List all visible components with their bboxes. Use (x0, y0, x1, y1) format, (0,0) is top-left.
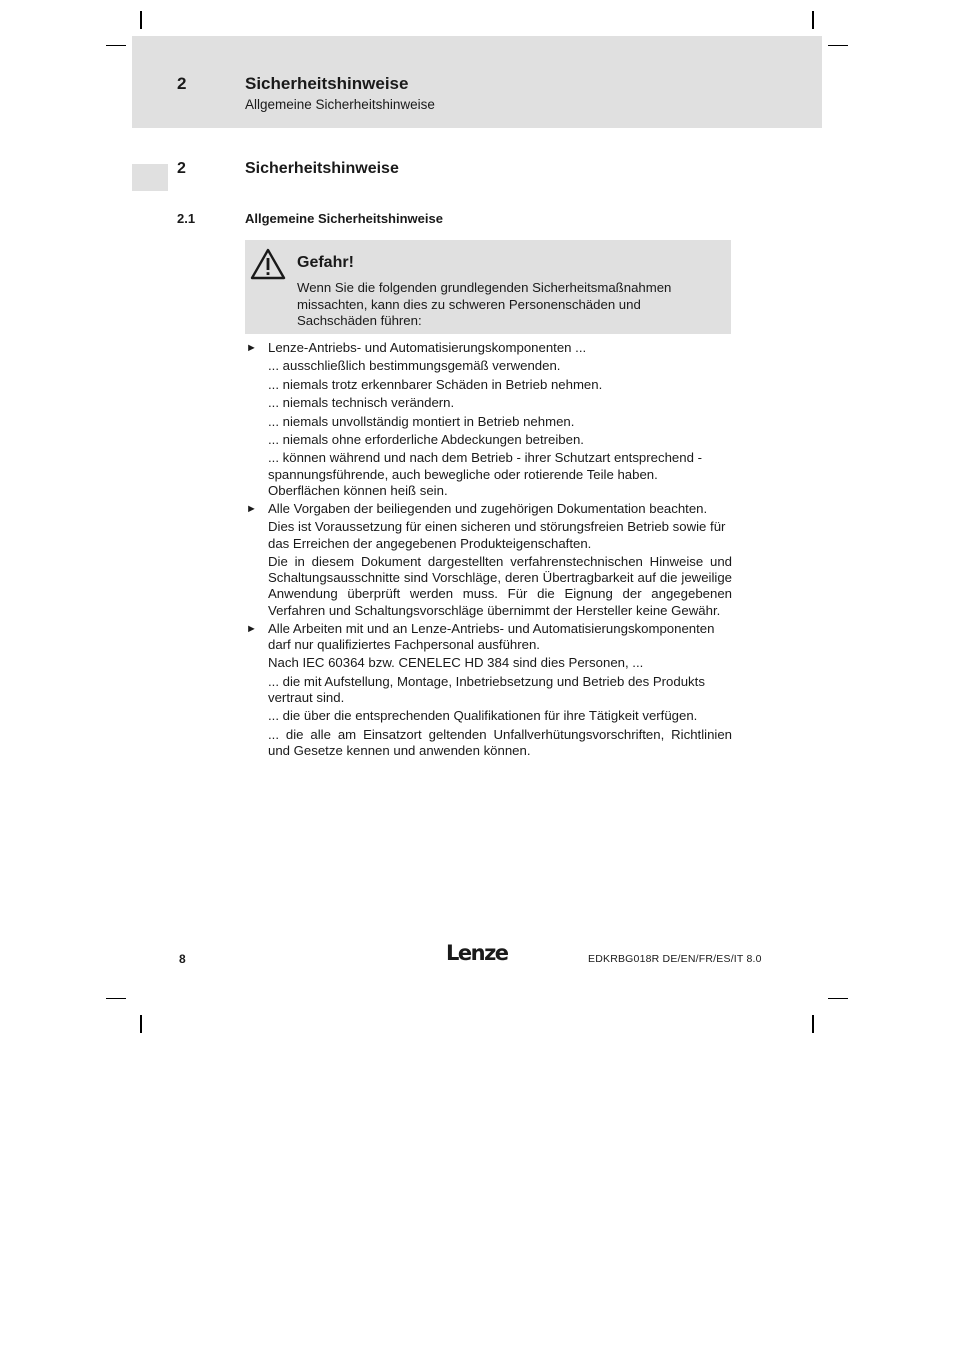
danger-title: Gefahr! (297, 254, 354, 271)
crop-mark (828, 45, 848, 46)
list-item-paragraph: Dies ist Voraussetzung für einen sicheren und störungsfreien Betrieb sowie für das Erreichen der angegebenen Produkteigenschaften. (268, 519, 726, 551)
crop-mark (106, 45, 126, 46)
list-item-paragraph: Die in diesem Dokument dargestellten verfahrenstechnischen Hinweise und Schaltungsausschnitte sind Vorschläge, deren Übertragbarkeit auf die jeweilige Anwendung überprüft werden muss. Für die Eignung der angegebenen Verfahren und Schaltungsvorschläge übernimmt der Hersteller keine Gewähr. (268, 553, 732, 618)
chapter-side-tab (132, 164, 168, 191)
page-number: 8 (179, 952, 186, 966)
bullet-arrow-icon: ► (246, 622, 257, 635)
list-item-paragraph: ... die mit Aufstellung, Montage, Inbetriebsetzung und Betrieb des Produkts vertraut sind. (268, 673, 705, 705)
bullet-arrow-icon: ► (246, 342, 257, 354)
header-subtitle: Allgemeine Sicherheitshinweise (245, 97, 435, 112)
list-item (245, 501, 732, 619)
list-item-paragraph: ... niemals ohne erforderliche Abdeckungen betreiben. (268, 431, 584, 447)
crop-mark (812, 11, 814, 29)
list-item-paragraph: ... niemals trotz erkennbarer Schäden in Betrieb nehmen. (268, 376, 603, 392)
list-item-paragraph: ... niemals unvollständig montiert in Betrieb nehmen. (268, 413, 575, 429)
list-item-paragraph: Nach IEC 60364 bzw. CENELEC HD 384 sind dies Personen, ... (268, 655, 644, 671)
crop-mark (140, 1015, 142, 1033)
list-item-lead: Lenze-Antriebs- und Automatisierungskomponenten ... (268, 340, 587, 355)
list-item-paragraph: ... die über die entsprechenden Qualifikationen für ihre Tätigkeit verfügen. (268, 708, 698, 724)
list-item-lead: Alle Arbeiten mit und an Lenze-Antriebs- und Automatisierungskomponenten darf nur qualifiziertes Fachpersonal ausführen. (268, 620, 715, 652)
bullet-arrow-icon: ► (246, 502, 257, 515)
danger-notice (245, 240, 731, 334)
warning-triangle-icon (250, 248, 286, 280)
list-item-paragraph: ... niemals technisch verändern. (268, 395, 455, 411)
header-chapter-title: Sicherheitshinweise (245, 74, 409, 93)
danger-text-line: missachten, kann dies zu schweren Personenschäden und (297, 296, 641, 312)
safety-instructions-list (245, 340, 732, 759)
header-band (132, 36, 822, 128)
crop-mark (828, 998, 848, 999)
crop-mark (106, 998, 126, 999)
list-item-paragraph: ... können während und nach dem Betrieb - ihrer Schutzart entsprechend - spannungsführende, auch bewegliche oder rotierende Teile haben. Oberflächen können heiß sein. (268, 450, 702, 498)
lenze-logo: Lenze (446, 941, 508, 965)
list-item-paragraph: ... die alle am Einsatzort geltenden Unfallverhütungsvorschriften, Richtlinien und Gesetze kennen und anwenden können. (268, 726, 732, 758)
list-item (245, 340, 732, 499)
header-chapter-number: 2 (177, 74, 187, 93)
danger-text (297, 280, 717, 330)
crop-mark (140, 11, 142, 29)
section-title: Allgemeine Sicherheitshinweise (245, 211, 443, 226)
chapter-number: 2 (177, 160, 186, 177)
chapter-title: Sicherheitshinweise (245, 160, 399, 177)
section-number: 2.1 (177, 211, 196, 226)
document-code: EDKRBG018R DE/EN/FR/ES/IT 8.0 (588, 953, 762, 965)
list-item-lead: Alle Vorgaben der beiliegenden und zugehörigen Dokumentation beachten. (268, 500, 708, 516)
list-item-paragraph: ... ausschließlich bestimmungsgemäß verwenden. (268, 358, 561, 374)
crop-mark (812, 1015, 814, 1033)
danger-text-line: Sachschäden führen: (297, 313, 422, 328)
list-item (245, 621, 732, 759)
danger-text-line: Wenn Sie die folgenden grundlegenden Sicherheitsmaßnahmen (297, 280, 672, 295)
